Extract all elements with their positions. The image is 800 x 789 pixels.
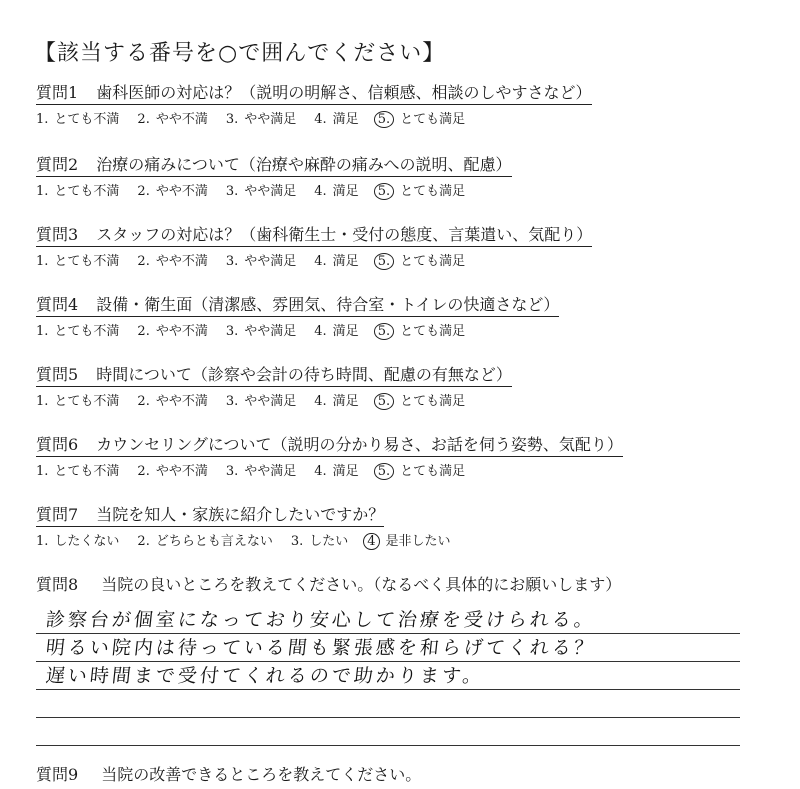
answer-option[interactable] <box>314 180 358 199</box>
option-number: 5. <box>374 111 394 128</box>
answer-options <box>36 390 512 409</box>
question-text: 当院の良いところを教えてください。（なるべく具体的にお願いします） <box>101 575 622 594</box>
option-number: 1. <box>36 184 49 199</box>
option-label: とても不満 <box>54 394 120 409</box>
option-number: 3. <box>225 324 239 339</box>
option-number: 3. <box>225 184 239 199</box>
answer-option[interactable] <box>137 460 207 479</box>
option-number: 4. <box>314 184 327 199</box>
answer-option[interactable] <box>314 250 358 269</box>
option-number: 5. <box>374 323 394 340</box>
option-label: とても満足 <box>400 394 466 409</box>
question-number: 質問2 <box>36 155 79 174</box>
option-number: 2. <box>137 394 150 409</box>
answer-options <box>36 530 469 549</box>
answer-option[interactable] <box>36 250 119 269</box>
option-label: とても不満 <box>54 254 120 269</box>
question-text: 歯科医師の対応は？（説明の明解さ、信頼感、相談のしやすさなど） <box>96 83 592 102</box>
option-number: 2. <box>137 324 150 339</box>
option-number: 4 <box>363 533 379 550</box>
option-number: 2. <box>137 464 150 479</box>
answer-option[interactable] <box>226 250 296 269</box>
question-2 <box>36 152 512 199</box>
answer-option[interactable] <box>36 530 119 549</box>
question-5 <box>36 362 512 409</box>
option-number: 5. <box>374 463 394 480</box>
option-number: 4. <box>314 464 327 479</box>
question-text: 治療の痛みについて（治療や麻酔の痛みへの説明、配慮） <box>96 155 512 174</box>
option-label: したくない <box>54 534 120 549</box>
handwritten-text: 遅い時間まで受付てくれるので助かります。 <box>44 665 486 687</box>
option-number: 3. <box>290 534 304 549</box>
option-number: 1. <box>36 394 49 409</box>
option-label: とても満足 <box>400 464 466 479</box>
answer-options <box>36 250 592 269</box>
option-number: 5. <box>374 253 394 270</box>
option-label: 満足 <box>332 324 359 339</box>
option-label: やや満足 <box>244 184 297 199</box>
question-7 <box>36 502 469 549</box>
option-label: 満足 <box>332 184 359 199</box>
answer-option-selected[interactable] <box>377 320 465 339</box>
answer-option[interactable] <box>36 180 119 199</box>
option-label: やや不満 <box>155 184 208 199</box>
answer-option[interactable] <box>137 108 207 127</box>
answer-option[interactable] <box>314 108 358 127</box>
answer-option[interactable] <box>36 320 119 339</box>
answer-option-selected[interactable] <box>366 530 450 549</box>
answer-option[interactable] <box>226 108 296 127</box>
answer-option[interactable] <box>36 108 119 127</box>
question-text: 当院を知人・家族に紹介したいですか？ <box>96 505 385 524</box>
question-heading <box>36 80 592 105</box>
option-number: 2. <box>137 534 150 549</box>
question-heading <box>36 152 512 177</box>
answer-line <box>36 718 740 746</box>
answer-line <box>36 634 740 662</box>
question-number: 質問8 <box>36 575 79 594</box>
answer-option[interactable] <box>226 320 296 339</box>
question-8 <box>36 572 621 595</box>
answer-option[interactable] <box>226 390 296 409</box>
answer-line <box>36 690 740 718</box>
option-label: やや不満 <box>155 324 208 339</box>
question-heading <box>36 292 559 317</box>
question-4 <box>36 292 559 339</box>
option-number: 5. <box>374 183 394 200</box>
handwritten-text: 明るい院内は待っている間も緊張感を和らげてくれる？ <box>44 637 598 659</box>
option-number: 1. <box>36 324 49 339</box>
answer-option-selected[interactable] <box>377 390 465 409</box>
answer-option-selected[interactable] <box>377 250 465 269</box>
option-number: 4. <box>314 394 327 409</box>
option-label: やや満足 <box>244 254 297 269</box>
option-label: どちらとも言えない <box>155 534 273 549</box>
option-label: やや不満 <box>155 394 208 409</box>
answer-option[interactable] <box>137 180 207 199</box>
option-label: とても満足 <box>400 184 466 199</box>
option-label: とても満足 <box>400 324 466 339</box>
option-label: やや満足 <box>244 324 297 339</box>
option-number: 5. <box>374 393 394 410</box>
question-number: 質問1 <box>36 83 79 102</box>
question-text: 時間について（診察や会計の待ち時間、配慮の有無など） <box>96 365 512 384</box>
question-heading <box>36 362 512 387</box>
option-number: 1. <box>36 112 49 127</box>
option-number: 2. <box>137 112 150 127</box>
option-number: 2. <box>137 254 150 269</box>
answer-option[interactable] <box>314 320 358 339</box>
question-number: 質問7 <box>36 505 79 524</box>
question-text: スタッフの対応は？（歯科衛生士・受付の態度、言葉遣い、気配り） <box>96 225 593 244</box>
option-label: やや不満 <box>155 464 208 479</box>
answer-option[interactable] <box>137 390 207 409</box>
option-label: やや不満 <box>155 254 208 269</box>
option-label: やや満足 <box>244 464 297 479</box>
question-3 <box>36 222 592 269</box>
handwritten-text: 診察台が個室になっており安心して治療を受けられる。 <box>44 609 598 631</box>
option-label: とても満足 <box>400 254 466 269</box>
answer-option[interactable] <box>291 530 348 549</box>
question-heading <box>36 502 384 527</box>
option-label: 満足 <box>332 394 359 409</box>
question-1 <box>36 80 592 127</box>
option-label: とても満足 <box>400 112 466 127</box>
answer-option[interactable] <box>36 390 119 409</box>
option-number: 3. <box>225 394 239 409</box>
option-label: 満足 <box>332 464 359 479</box>
question-6 <box>36 432 623 479</box>
question-number: 質問6 <box>36 435 79 454</box>
answer-options <box>36 108 592 127</box>
option-number: 3. <box>225 464 239 479</box>
answer-option[interactable] <box>36 460 119 479</box>
answer-option[interactable] <box>314 460 358 479</box>
answer-option[interactable] <box>226 460 296 479</box>
answer-line <box>36 606 740 634</box>
option-label: とても不満 <box>54 112 120 127</box>
question-heading <box>36 222 592 247</box>
option-label: とても不満 <box>54 464 120 479</box>
option-label: やや満足 <box>244 112 297 127</box>
option-number: 4. <box>314 324 327 339</box>
question-9 <box>36 762 421 785</box>
option-label: 満足 <box>332 254 359 269</box>
answer-line <box>36 662 740 690</box>
answer-option-selected[interactable] <box>377 180 465 199</box>
option-number: 2. <box>137 184 150 199</box>
answer-options <box>36 460 623 479</box>
option-number: 1. <box>36 464 49 479</box>
answer-option-selected[interactable] <box>377 108 465 127</box>
question-number: 質問3 <box>36 225 79 244</box>
answer-option[interactable] <box>314 390 358 409</box>
option-label: したい <box>309 534 349 549</box>
page-title: 【該当する番号を○で囲んでください】 <box>34 41 446 66</box>
answer-option[interactable] <box>137 530 272 549</box>
option-number: 4. <box>314 254 327 269</box>
answer-option[interactable] <box>226 180 296 199</box>
option-number: 3. <box>225 112 239 127</box>
option-number: 3. <box>225 254 239 269</box>
answer-option[interactable] <box>137 250 207 269</box>
question-number: 質問9 <box>36 765 79 784</box>
option-label: とても不満 <box>54 324 120 339</box>
answer-option-selected[interactable] <box>377 460 465 479</box>
free-answer-area[interactable] <box>36 606 740 746</box>
answer-options <box>36 180 512 199</box>
question-number: 質問4 <box>36 295 79 314</box>
option-number: 1. <box>36 254 49 269</box>
option-number: 1. <box>36 534 49 549</box>
option-label: 満足 <box>332 112 359 127</box>
answer-option[interactable] <box>137 320 207 339</box>
option-label: やや不満 <box>155 112 208 127</box>
question-number: 質問5 <box>36 365 79 384</box>
question-text: 当院の改善できるところを教えてください。 <box>101 765 422 784</box>
option-label: とても不満 <box>54 184 120 199</box>
option-number: 4. <box>314 112 327 127</box>
option-label: やや満足 <box>244 394 297 409</box>
answer-options <box>36 320 559 339</box>
option-label: 是非したい <box>385 534 451 549</box>
question-text: 設備・衛生面（清潔感、雰囲気、待合室・トイレの快適さなど） <box>96 295 560 314</box>
question-text: カウンセリングについて（説明の分かり易さ、お話を伺う姿勢、気配り） <box>96 435 623 454</box>
question-heading <box>36 432 623 457</box>
